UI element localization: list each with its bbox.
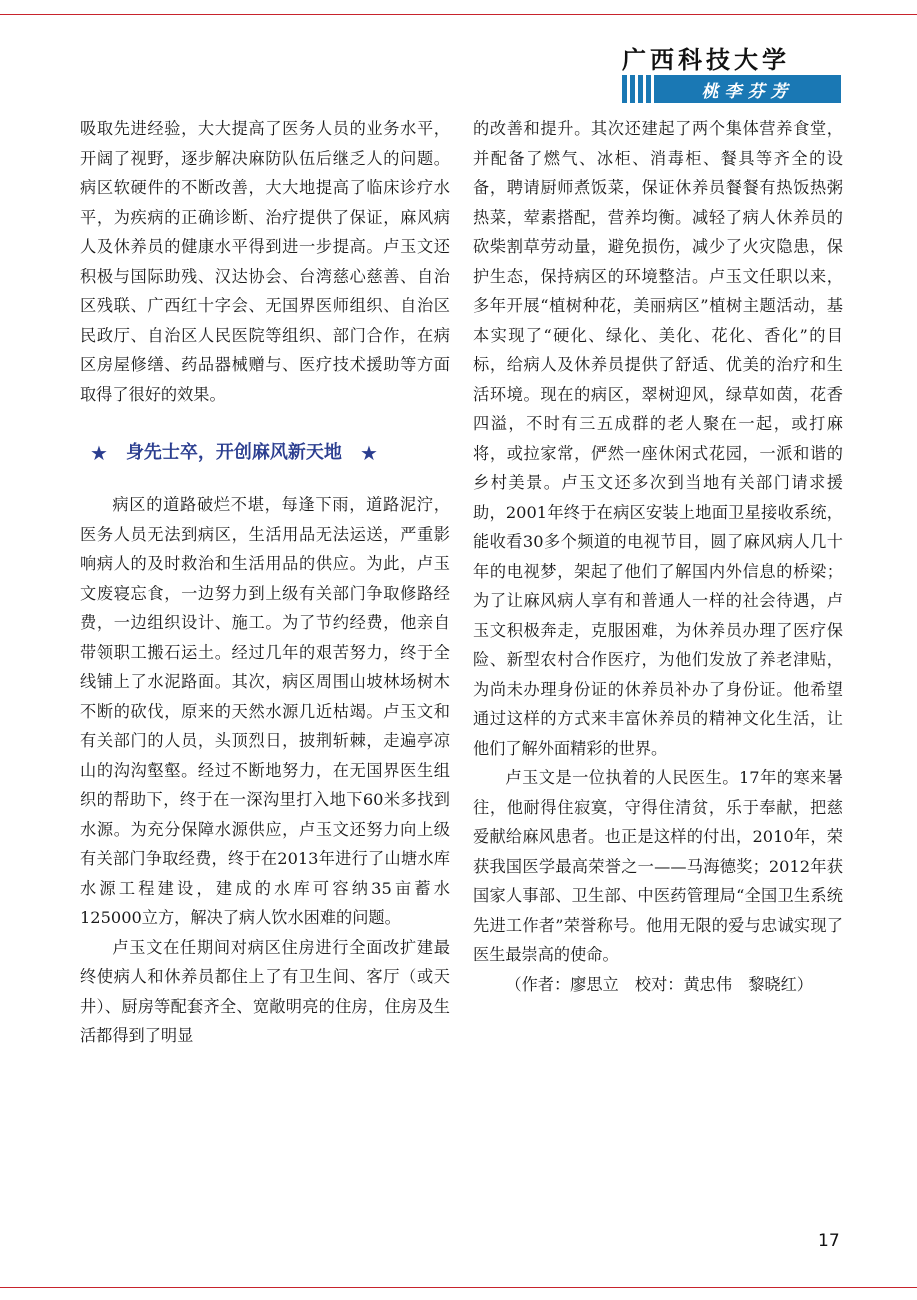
top-rule	[0, 14, 917, 15]
masthead-label: 桃李芬芳	[654, 75, 841, 103]
bottom-rule	[0, 1287, 917, 1288]
masthead-bar	[622, 75, 841, 103]
paragraph-roads-water: 病区的道路破烂不堪，每逢下雨，道路泥泞，医务人员无法到病区，生活用品无法运送，严重影响病人的及时救治和生活用品的供应。为此，卢玉文废寝忘食，一边努力到上级有关部门争取修路经费，一边组织设计、施工。为了节约经费，他亲自带领职工搬石运土。经过几年的艰苦努力，终于全线铺上了水泥路面。其次，病区周围山坡林场树木不断的砍伐，原来的天然水源几近枯竭。卢玉文和有关部门的人员，头顶烈日，披荆斩棘，走遍亭凉山的沟沟壑壑。经过不断地努力，在无国界医生组织的帮助下，终于在一深沟里打入地下60米多找到水源。为充分保障水源供应，卢玉文还努力向上级有关部门争取经费，终于在2013年进行了山塘水库水源工程建设，建成的水库可容纳35亩蓄水125000立方，解决了病人饮水困难的问题。	[80, 495, 450, 927]
left-column	[80, 114, 450, 1051]
paragraph-conclusion: 卢玉文是一位执着的人民医生。17年的寒来暑往，他耐得住寂寞，守得住清贫，乐于奉献，把慈爱献给麻风患者。也正是这样的付出，2010年，荣获我国医学最高荣誉之一——马海德奖；2012年获国家人事部、卫生部、中医药管理局“全国卫生系统先进工作者”荣誉称号。他用无限的爱与忠诚实现了医生最崇高的使命。	[473, 768, 843, 964]
paragraph-housing: 卢玉文在任期间对病区住房进行全面改扩建最终使病人和休养员都住上了有卫生间、客厅（或天井）、厨房等配套齐全、宽敞明亮的住房，住房及生活都得到了明显	[80, 937, 450, 1045]
masthead-stripes	[622, 75, 654, 103]
star-icon: ★	[359, 441, 378, 465]
author-credit: （作者：廖思立 校对：黄忠伟 黎晓红）	[505, 974, 813, 994]
section-heading	[80, 438, 450, 468]
page-number: 17	[818, 1231, 840, 1251]
masthead-title: 广西科技大学	[622, 45, 790, 74]
paragraph-housing-continued: 的改善和提升。其次还建起了两个集体营养食堂，并配备了燃气、冰柜、消毒柜、餐具等齐全的设备，聘请厨师煮饭菜，保证休养员餐餐有热饭热粥热菜，荤素搭配，营养均衡。减轻了病人休养员的砍柴割草劳动量，避免损伤，减少了火灾隐患，保护生态，保持病区的环境整洁。卢玉文任职以来，多年开展“植树种花，美丽病区”植树主题活动，基本实现了“硬化、绿化、美化、花化、香化”的目标，给病人及休养员提供了舒适、优美的治疗和生活环境。现在的病区，翠树迎风，绿草如茵，花香四溢，不时有三五成群的老人聚在一起，或打麻将，或拉家常，俨然一座休闲式花园，一派和谐的乡村美景。卢玉文还多次到当地有关部门请求援助，2001年终于在病区安装上地面卫星接收系统，能收看30多个频道的电视节目，圆了麻风病人几十年的电视梦，架起了他们了解国内外信息的桥梁；为了让麻风病人享有和普通人一样的社会待遇，卢玉文积极奔走，克服困难，为休养员办理了医疗保险、新型农村合作医疗，为他们发放了养老津贴，为尚未办理身份证的休养员补办了身份证。他希望通过这样的方式来丰富休养员的精神文化生活，让他们了解外面精彩的世界。	[473, 119, 843, 758]
paragraph-continued: 吸取先进经验，大大提高了医务人员的业务水平，开阔了视野，逐步解决麻防队伍后继乏人的问题。病区软硬件的不断改善，大大地提高了临床诊疗水平，为疾病的正确诊断、治疗提供了保证，麻风病人及休养员的健康水平得到进一步提高。卢玉文还积极与国际助残、汉达协会、台湾慈心慈善、自治区残联、广西红十字会、无国界医师组织、自治区民政厅、自治区人民医院等组织、部门合作，在病区房屋修缮、药品器械赠与、医疗技术援助等方面取得了很好的效果。	[80, 119, 450, 404]
star-icon: ★	[90, 441, 108, 465]
section-heading-text: 身先士卒，开创麻风新天地	[125, 442, 342, 463]
right-column	[473, 114, 843, 999]
